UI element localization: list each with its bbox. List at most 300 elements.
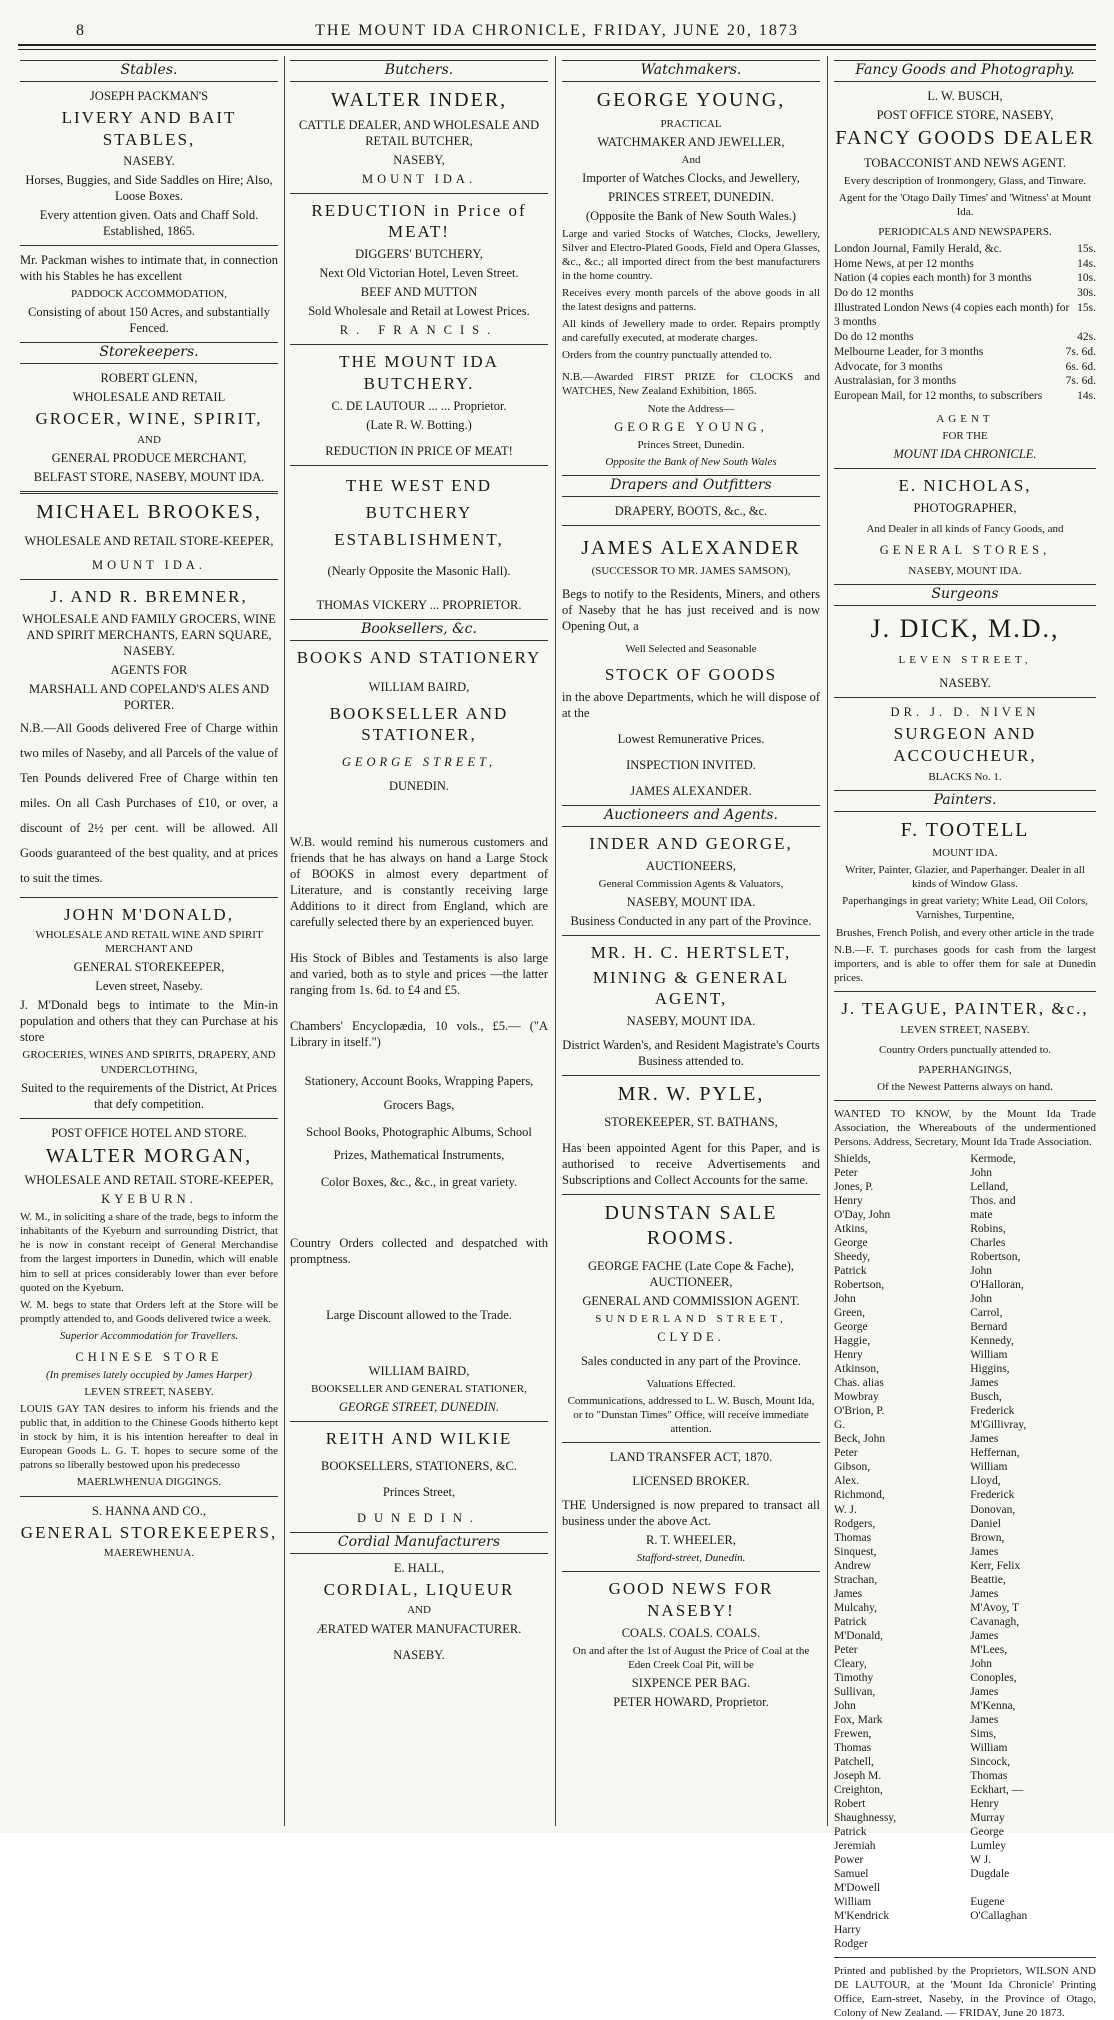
price-value: 42s. — [1077, 331, 1096, 344]
person-name: Eugene O'Callaghan — [970, 1895, 1028, 1922]
ad-text: Receives every month parcels of the above goods in all the latest designs and patterns. — [562, 286, 820, 314]
ad-text: in the above Departments, which he will dispose of at the — [562, 690, 820, 721]
price-value: 7s. 6d. — [1065, 375, 1096, 388]
ad-text: REDUCTION IN PRICE OF MEAT! — [325, 443, 513, 458]
ad-text: MAERLWHENUA DIGGINGS. — [76, 1476, 222, 1489]
ad-text: Stafford-street, Dunedin. — [636, 1552, 746, 1565]
person-name: Cavanagh, James — [970, 1615, 1020, 1642]
ad-brookes — [20, 500, 278, 573]
ad-text: N.B.—All Goods delivered Free of Charge within two miles of Naseby, and all Parcels of the value of Ten Pounds delivered Free of Charge within ten miles. On all Cash Purchases of £10, or over, a discount of 2½ per cent. will be allowed. All Goods guaranteed of the best quality, and at prices to suit the times. — [20, 720, 278, 885]
masthead: THE MOUNT IDA CHRONICLE, FRIDAY, JUNE 20, 1873 — [315, 22, 799, 39]
ad-text: And Dealer in all kinds of Fancy Goods, and — [866, 522, 1064, 535]
ad-title: CHINESE STORE — [75, 1349, 223, 1364]
ad-text: Agent for the 'Otago Daily Times' and 'Witness' at Mount Ida. — [838, 191, 1092, 218]
person-name: Beattie, James — [970, 1573, 1006, 1600]
ad-title: REDUCTION in Price of MEAT! — [311, 200, 527, 242]
ad-text: Lowest Remunerative Prices. — [617, 732, 765, 747]
ad-text: Communications, addressed to L. W. Busch, Mount Ida, or to "Dunstan Times" Office, will receive immediate attention. — [567, 1395, 815, 1436]
price-row — [834, 271, 1096, 286]
ad-title: MR. H. C. HERTSLET, — [590, 942, 792, 962]
price-item: European Mail, for 12 months, to subscribers — [834, 390, 1043, 402]
ad-text: BELFAST STORE, NASEBY, MOUNT IDA. — [33, 470, 265, 485]
ad-text: NASEBY. — [393, 1647, 445, 1662]
ad-busch — [834, 88, 1096, 462]
ad-tootel — [834, 818, 1096, 985]
ad-title: GENERAL STOREKEEPERS, — [20, 1522, 278, 1542]
ad-text: J. M'Donald begs to intimate to the Min-in population and others that they can Purchase at his store — [20, 998, 278, 1045]
ad-text: Large and varied Stocks of Watches, Clocks, Jewellery, Silver and Electro-Plated Goods, Field and Opera Glasses, &c., &c.; all imported direct from the best manufacturers in the home country. — [562, 227, 820, 282]
person-name: Haggie, Henry — [834, 1335, 871, 1362]
person-name: Lloyd, Frederick — [970, 1475, 1015, 1502]
person-name: Higgins, James — [970, 1363, 1010, 1390]
ad-text: Orders from the country punctually attended to. — [562, 349, 772, 362]
ad-text: DIGGERS' BUTCHERY, — [355, 247, 483, 261]
ad-text: FOR THE — [942, 429, 988, 442]
ad-text: (Late R. W. Botting.) — [366, 417, 472, 432]
ad-inder-george — [562, 833, 820, 929]
ad-text: W. M. begs to state that Orders left at the Store will be promptly attended to, and Goods delivered twice a week. — [20, 1298, 278, 1325]
person-name: Gibson, Alex. — [834, 1461, 871, 1488]
ad-text: TOBACCONIST AND NEWS AGENT. — [863, 155, 1067, 170]
ad-text: AUCTIONEERS, — [646, 858, 736, 873]
ad-text: And — [681, 153, 701, 166]
ad-text: DRAPERY, BOOTS, &c., &c. — [614, 503, 768, 518]
person-name: M'Kenna, James — [970, 1699, 1016, 1726]
ad-text: C. DE LAUTOUR ... ... Proprietor. — [331, 398, 507, 413]
person-name: Shaughnessy, Patrick — [834, 1811, 897, 1838]
section-heading: Watchmakers. — [562, 60, 820, 82]
ad-text: WATCHMAKER AND JEWELLER, — [597, 134, 785, 149]
ad-text: SIXPENCE PER BAG. — [631, 1676, 751, 1691]
ad-title: F. TOOTELL — [900, 818, 1030, 841]
ad-text: Well Selected and Seasonable — [625, 643, 757, 656]
price-list — [834, 242, 1096, 404]
ad-text: PAPERHANGINGS, — [918, 1063, 1012, 1076]
person-name: Robertson, John — [970, 1251, 1021, 1278]
ad-text: Country Orders punctually attended to. — [879, 1043, 1051, 1056]
ad-text: Princes Street, — [382, 1484, 456, 1499]
ad-title: JAMES ALEXANDER — [581, 536, 801, 559]
price-row — [834, 374, 1096, 389]
ad-text: PETER HOWARD, Proprietor. — [613, 1695, 769, 1710]
ad-title: DUNSTAN SALE ROOMS. — [604, 1201, 778, 1250]
ad-title: GEORGE YOUNG, — [596, 88, 786, 111]
price-item: Nation (4 copies each month) for 3 months — [834, 272, 1032, 285]
ad-text: Opposite the Bank of New South Wales — [605, 455, 777, 468]
ad-text: (SUCCESSOR TO MR. JAMES SAMSON), — [591, 565, 791, 578]
ad-title: GROCER, WINE, SPIRIT, — [35, 409, 263, 429]
ad-title: WALTER MORGAN, — [45, 1144, 253, 1167]
ad-text: POST OFFICE STORE, NASEBY, — [876, 107, 1054, 122]
price-item: Do do 12 months — [834, 331, 914, 344]
price-row — [834, 257, 1096, 272]
price-value: 6s. 6d. — [1065, 360, 1096, 373]
person-name: Jones, P. Henry — [834, 1181, 874, 1208]
person-name: Lelland, Thos. and — [970, 1181, 1016, 1208]
ad-text: NASEBY, MOUNT IDA. — [626, 894, 756, 909]
imprint: Printed and published by the Proprietors, WILSON AND DE LAUTOUR, at the 'Mount Ida Chronicle' Printing Office, Earn-street, Naseby, in the Province of Otago, Colony of New Zealand. — FRIDAY, June 20 1873. — [834, 1965, 1096, 2020]
ad-title: CORDIAL, LIQUEUR — [323, 1579, 515, 1599]
ad-title: LIVERY AND BAIT STABLES, — [61, 107, 237, 149]
person-name: Donovan, Daniel — [970, 1503, 1016, 1530]
ad-wanted-to-know — [834, 1107, 1096, 1951]
ad-morgan — [20, 1125, 278, 1343]
ad-teague — [834, 998, 1096, 1094]
ad-nicholas — [834, 475, 1096, 578]
person-name: Patchell, Joseph M. — [834, 1755, 882, 1782]
person-name: Brown, James — [970, 1531, 1005, 1558]
ad-text: MOUNT IDA. — [932, 847, 998, 860]
person-name: William M'Kendrick — [834, 1895, 890, 1922]
ad-text: AND — [407, 1604, 431, 1617]
ad-text: POST OFFICE HOTEL AND STORE. — [51, 1125, 247, 1140]
section-heading: Cordial Manufacturers — [290, 1532, 548, 1554]
ad-text: Country Orders collected and despatched with promptness. — [290, 1235, 548, 1266]
person-name: Sullivan, John — [834, 1685, 876, 1712]
ad-text: DUNEDIN. — [388, 779, 450, 794]
ad-text: GENERAL AND COMMISSION AGENT. — [582, 1293, 800, 1308]
person-name: mate — [970, 1209, 993, 1222]
ad-text: S. HANNA AND CO., — [92, 1503, 206, 1518]
ad-text: AGENT — [936, 412, 994, 425]
ad-alexander — [562, 503, 820, 800]
ad-text: THE Undersigned is now prepared to transact all business under the above Act. — [562, 1498, 820, 1529]
ad-text: CATTLE DEALER, AND WHOLESALE AND RETAIL BUTCHER, — [298, 117, 540, 148]
person-name: Samuel M'Dowell — [834, 1867, 881, 1894]
ad-text: GENERAL STORES, — [879, 542, 1051, 557]
section-heading: Stables. — [20, 60, 278, 82]
ad-hall — [290, 1560, 548, 1663]
ad-text: Begs to notify to the Residents, Miners, and others of Naseby that he has just received and is now Opening Out, a — [562, 587, 820, 634]
person-name: O'Day, John — [834, 1209, 891, 1222]
ad-text: MOUNT IDA. — [91, 557, 207, 572]
person-name: W J. Dugdale — [970, 1853, 1010, 1880]
ad-text: NASEBY, MOUNT IDA. — [626, 1014, 756, 1029]
ad-text: Of the Newest Patterns always on hand. — [877, 1080, 1053, 1093]
ad-title: GOOD NEWS FOR NASEBY! — [608, 1579, 774, 1621]
ad-west-end-butchery — [290, 472, 548, 614]
person-name: M'Donald, Peter — [834, 1629, 884, 1656]
ad-text: WHOLESALE AND RETAIL STORE-KEEPER, — [24, 1173, 274, 1188]
ad-text: THOMAS VICKERY ... PROPRIETOR. — [316, 598, 522, 613]
price-item: Home News, at per 12 months — [834, 257, 974, 270]
ad-text: WILLIAM BAIRD, — [368, 679, 470, 694]
ad-text: LEVEN STREET, NASEBY. — [900, 1023, 1030, 1036]
ad-text: NASEBY. — [939, 676, 991, 691]
column-3 — [562, 56, 820, 1826]
ad-chinese-store — [20, 1349, 278, 1490]
section-heading: Fancy Goods and Photography. — [834, 60, 1096, 82]
person-name: Frewen, Thomas — [834, 1727, 872, 1754]
ad-text: L. W. BUSCH, — [927, 88, 1003, 103]
ad-dick — [834, 612, 1096, 691]
ad-text: DR. J. D. NIVEN — [890, 705, 1040, 720]
ad-text: WHOLESALE AND RETAIL STORE-KEEPER, — [24, 533, 274, 548]
ad-text: AGENTS FOR — [110, 662, 188, 677]
ad-text: Consisting of about 150 Acres, and substantially Fenced. — [28, 305, 270, 336]
ad-hertslet — [562, 942, 820, 1069]
ad-mcdonald — [20, 904, 278, 1112]
header-rule-thin — [18, 49, 1096, 50]
section-heading: Booksellers, &c. — [290, 619, 548, 641]
ad-text: (In premises lately occupied by James Harper) — [45, 1368, 253, 1381]
person-name: Richmond, W. J. — [834, 1489, 885, 1516]
ad-text: Color Boxes, &c., &c., in great variety. — [320, 1175, 518, 1190]
ad-text: BOOKSELLER AND STATIONER, — [329, 703, 509, 745]
person-name: Atkins, George — [834, 1223, 868, 1250]
ad-hanna — [20, 1503, 278, 1561]
ad-text: MAEREWHENUA. — [103, 1547, 195, 1560]
ad-text: MARSHALL AND COPELAND'S ALES AND PORTER. — [28, 681, 269, 712]
ad-text: General Commission Agents & Valuators, — [598, 877, 784, 890]
ad-text: On and after the 1st of August the Price of Coal at the Eden Creek Coal Pit, will be — [572, 1644, 810, 1671]
person-name: George Lumley — [970, 1825, 1007, 1852]
person-name: Sheedy, Patrick — [834, 1251, 870, 1278]
price-item: Illustrated London News (4 copies each month) for 3 months — [834, 301, 1070, 329]
ad-title: REITH AND WILKIE — [325, 1429, 513, 1449]
person-name: Eckhart, — — [970, 1783, 1024, 1796]
column-2 — [290, 56, 548, 1826]
ad-title: LAND TRANSFER ACT, 1870. — [609, 1450, 773, 1465]
ad-bremner — [20, 586, 278, 891]
ad-text: Sold Wholesale and Retail at Lowest Prices. — [308, 304, 530, 318]
ad-text: N.B.—Awarded FIRST PRIZE for CLOCKS and WATCHES, New Zealand Exhibition, 1865. — [562, 371, 820, 398]
ad-text: His Stock of Bibles and Testaments is also large and varied, both as to style and prices —the latter ranging from 1s. 6d. to £4 and £5. — [290, 951, 548, 998]
names-list — [834, 1152, 1096, 1951]
ad-glenn — [20, 370, 278, 485]
person-name: Mowbray — [834, 1391, 879, 1404]
ad-land-transfer — [562, 1449, 820, 1565]
price-item: Melbourne Leader, for 3 months — [834, 345, 984, 358]
ad-text: WANTED TO KNOW, by the Mount Ida Trade Association, the Whereabouts of the undermentioned Persons. Address, Secretary, Mount Ida Trade Association. — [834, 1107, 1096, 1149]
person-name: Kennedy, William — [970, 1335, 1014, 1362]
ad-title: MICHAEL BROOKES, — [36, 501, 262, 524]
ad-text: (Nearly Opposite the Masonic Hall). — [327, 564, 511, 579]
ad-text: GROCERIES, WINES AND SPIRITS, DRAPERY, AND UNDERCLOTHING, — [22, 1049, 276, 1076]
ad-text: Business Conducted in any part of the Province. — [570, 913, 812, 928]
ad-text: INSPECTION INVITED. — [626, 758, 756, 773]
ad-text: Chambers' Encyclopædia, 10 vols., £5.— ("A Library in itself.") — [290, 1019, 548, 1050]
ad-text: Stationery, Account Books, Wrapping Papers, Grocers Bags, — [304, 1074, 534, 1112]
ad-text: PRINCES STREET, DUNEDIN. — [608, 189, 774, 204]
price-row — [834, 242, 1096, 257]
price-value: 15s. — [1077, 242, 1096, 255]
column-1 — [20, 56, 278, 1826]
ad-text: MINING & GENERAL AGENT, — [592, 967, 790, 1009]
ad-text: Princes Street, Dunedin. — [637, 438, 745, 451]
price-value: 10s. — [1077, 272, 1096, 285]
price-row — [834, 301, 1096, 330]
ad-title: MR. W. PYLE, — [617, 1083, 765, 1106]
price-row — [834, 330, 1096, 345]
person-name: M'Avoy, T — [970, 1601, 1020, 1614]
column-divider — [555, 56, 556, 1826]
person-name: M'Gillivray, James — [970, 1419, 1027, 1446]
price-value: 30s. — [1077, 286, 1096, 299]
ad-text: WHOLESALE AND RETAIL WINE AND SPIRIT MERCHANT AND — [35, 929, 263, 956]
ad-text: PRACTICAL — [660, 117, 722, 130]
ad-text: NASEBY, — [393, 152, 445, 167]
ad-inder — [290, 88, 548, 187]
ad-text: WHOLESALE AND RETAIL — [72, 390, 226, 405]
person-name: Busch, Frederick — [970, 1391, 1015, 1418]
header-rule — [18, 44, 1096, 46]
column-divider — [284, 56, 285, 1826]
ad-text: Mr. Packman wishes to intimate that, in connection with his Stables he has excellent — [20, 253, 278, 284]
ad-text: WHOLESALE AND FAMILY GROCERS, WINE AND SPIRIT MERCHANTS, EARN SQUARE, NASEBY. — [22, 611, 276, 658]
person-name: Cleary, Timothy — [834, 1657, 874, 1684]
ad-text: GEORGE FACHE (Late Cope & Fache), AUCTIONEER, — [588, 1258, 794, 1289]
person-name: Robins, Charles — [970, 1223, 1006, 1250]
ad-text: GEORGE STREET, DUNEDIN. — [338, 1400, 500, 1415]
price-row — [834, 389, 1096, 404]
ad-text: STOREKEEPER, ST. BATHANS, — [604, 1114, 778, 1129]
ad-text: E. HALL, — [393, 1560, 445, 1575]
ad-mount-ida-butchery — [290, 351, 548, 459]
ad-reith-wilkie — [290, 1428, 548, 1526]
person-name: O'Halloran, John — [970, 1279, 1024, 1306]
ad-text: LEVEN STREET, — [898, 653, 1032, 666]
ad-text: MOUNT IDA. — [361, 171, 477, 186]
ad-niven — [834, 704, 1096, 784]
ad-title: E. NICHOLAS, — [898, 475, 1032, 495]
ad-text: District Warden's, and Resident Magistrate's Courts Business attended to. — [562, 1038, 820, 1069]
person-name: Conoples, James — [970, 1671, 1017, 1698]
price-item: Advocate, for 3 months — [834, 360, 943, 373]
column-divider — [827, 56, 828, 1826]
ad-text: SUNDERLAND STREET, — [595, 1312, 787, 1325]
person-name: O'Brion, P. G. — [834, 1405, 885, 1432]
person-name: Green, George — [834, 1307, 868, 1334]
section-heading: Auctioneers and Agents. — [562, 805, 820, 827]
ad-text: Valuations Effected. — [646, 1378, 736, 1390]
ad-title: THE MOUNT IDA BUTCHERY. — [339, 352, 499, 393]
person-name: Jeremiah Power — [834, 1839, 876, 1866]
ad-text: JAMES ALEXANDER. — [630, 784, 752, 799]
ad-text: LICENSED BROKER. — [632, 1474, 750, 1489]
ad-text: N.B.—F. T. purchases goods for cash from the largest importers, and is able to offer them for sale at Dunedin prices. — [834, 943, 1096, 984]
ad-text: Paperhangings in great variety; White Lead, Oil Colors, Varnishes, Turpentine, — [842, 895, 1088, 922]
ad-text: W. M., in soliciting a share of the trade, begs to inform the inhabitants of the Kyeburn and surrounding District, that he is now in constant receipt of General Merchandise from the largest importers in Dunedin, which will enable him to sell at prices considerably lower than ever before quoted on the Kyeburn. — [20, 1211, 278, 1294]
price-row — [834, 345, 1096, 360]
ad-text: ROBERT GLENN, — [100, 371, 198, 386]
names-column-left — [834, 1152, 960, 1951]
ad-text: All kinds of Jewellery made to order. Repairs promptly and carefully executed, at moderate charges. — [562, 318, 820, 345]
price-value: 7s. 6d. — [1065, 345, 1096, 358]
ad-text: GENERAL STOREKEEPER, — [73, 960, 225, 975]
ad-text: PERIODICALS AND NEWSPAPERS. — [878, 225, 1052, 238]
person-name: Kerr, Felix — [970, 1559, 1021, 1572]
ad-text: CLYDE. — [657, 1330, 725, 1344]
ad-text: LOUIS GAY TAN desires to inform his friends and the public that, in addition to the Chinese Goods hitherto kept in stock by him, it is his intention hereafter to deal in European Goods L. G. T. hopes to secure some of the patrons so liberally bestowed upon his predecesso — [20, 1403, 278, 1472]
ad-text: NASEBY. — [123, 154, 175, 169]
ad-text: MOUNT IDA CHRONICLE. — [893, 446, 1037, 461]
person-name: Harry Rodger — [834, 1923, 868, 1950]
price-row — [834, 286, 1096, 301]
person-name: Robertson, John — [834, 1279, 885, 1306]
person-name: M'Lees, John — [970, 1643, 1008, 1670]
section-heading: Surgeons — [834, 584, 1096, 606]
ad-text: W.B. would remind his numerous customers and friends that he has always on hand a Large Stock of BOOKS in almost every department of Literature, and is constantly receiving large Additions to it direct from England, which are carefully selected there by an experienced buyer. — [290, 835, 548, 930]
person-name: Henry Murray — [970, 1797, 1005, 1824]
ad-title: WALTER INDER, — [330, 88, 508, 111]
person-name: Fox, Mark — [834, 1713, 883, 1726]
ad-text: GEORGE STREET, — [341, 755, 497, 770]
ad-text: BLACKS No. 1. — [928, 770, 1002, 783]
ad-title: J. DICK, M.D., — [870, 613, 1060, 643]
ad-text: DUNEDIN. — [356, 1510, 482, 1525]
ad-title: JOHN M'DONALD, — [64, 904, 234, 924]
names-column-right — [970, 1152, 1096, 1951]
ad-text: School Books, Photographic Albums, School Prizes, Mathematical Instruments, — [306, 1124, 532, 1163]
ad-text: Large Discount allowed to the Trade. — [326, 1307, 512, 1322]
ad-text: Sales conducted in any part of the Province. — [580, 1354, 802, 1368]
price-value: 15s. — [1077, 301, 1096, 314]
ad-title: BOOKS AND STATIONERY — [296, 647, 542, 667]
ad-text: NASEBY, MOUNT IDA. — [908, 564, 1022, 577]
person-name: Sims, William — [970, 1727, 1008, 1754]
person-name: Beck, John Peter — [834, 1433, 886, 1460]
ad-text: COALS. COALS. COALS. — [621, 1625, 761, 1640]
ad-text: Suited to the requirements of the District, At Prices that defy competition. — [21, 1080, 277, 1111]
ad-packman — [20, 88, 278, 337]
ad-text: Has been appointed Agent for this Paper, and is authorised to receive Advertisements and Subscriptions and Collect Accounts for the same. — [562, 1140, 820, 1187]
ad-dunstan — [562, 1201, 820, 1437]
price-value: 14s. — [1077, 257, 1096, 270]
ad-text: PADDOCK ACCOMMODATION, — [70, 288, 228, 301]
person-name: Creighton, Robert — [834, 1783, 883, 1810]
ad-title: J. TEAGUE, PAINTER, &c., — [841, 998, 1089, 1018]
person-name — [970, 1881, 1030, 1895]
column-4 — [834, 56, 1096, 2020]
ad-text: Every description of Ironmongery, Glass, and Tinware. — [843, 174, 1087, 187]
ad-text: Leven street, Naseby. — [95, 979, 203, 994]
ad-text: LEVEN STREET, NASEBY. — [84, 1386, 214, 1398]
person-name: Heffernan, William — [970, 1447, 1020, 1474]
price-item: Australasian, for 3 months — [834, 375, 957, 388]
ad-text: Importer of Watches Clocks, and Jewellery, — [582, 170, 800, 185]
person-name: Sincock, Thomas — [970, 1755, 1011, 1782]
ad-title: FANCY GOODS DEALER — [835, 126, 1095, 149]
ad-text: R. T. WHEELER, — [646, 1533, 736, 1548]
person-name: Rodgers, Thomas — [834, 1517, 876, 1544]
ad-text: WILLIAM BAIRD, — [368, 1363, 470, 1378]
ad-text: R. FRANCIS. — [339, 323, 499, 337]
ad-text: BEEF AND MUTTON — [360, 285, 478, 299]
price-row — [834, 360, 1096, 375]
ad-baird — [290, 647, 548, 1415]
ad-text: KYEBURN. — [101, 1192, 197, 1207]
ad-text: Superior Accommodation for Travellers. — [59, 1329, 239, 1342]
ad-title: SURGEON AND ACCOUCHEUR, — [893, 724, 1037, 765]
ad-diggers-butchery — [290, 200, 548, 339]
section-heading: Storekeepers. — [20, 342, 278, 364]
ad-text: Next Old Victorian Hotel, Leven Street. — [319, 266, 519, 280]
ad-text: GENERAL PRODUCE MERCHANT, — [51, 451, 247, 466]
section-heading: Butchers. — [290, 60, 548, 82]
ad-text: Every attention given. Oats and Chaff Sold. Established, 1865. — [39, 208, 259, 239]
section-heading: Drapers and Outfitters — [562, 475, 820, 497]
ad-title: THE WEST END BUTCHERY ESTABLISHMENT, — [334, 475, 504, 549]
price-item: London Journal, Family Herald, &c. — [834, 242, 1002, 255]
ad-good-news — [562, 1578, 820, 1710]
ad-text: ÆRATED WATER MANUFACTURER. — [316, 1621, 522, 1636]
person-name: Kermode, John — [970, 1153, 1016, 1180]
section-heading: Painters. — [834, 790, 1096, 812]
ad-text: PHOTOGRAPHER, — [913, 500, 1017, 515]
ad-young — [562, 88, 820, 469]
person-name: Shields, Peter — [834, 1153, 871, 1180]
